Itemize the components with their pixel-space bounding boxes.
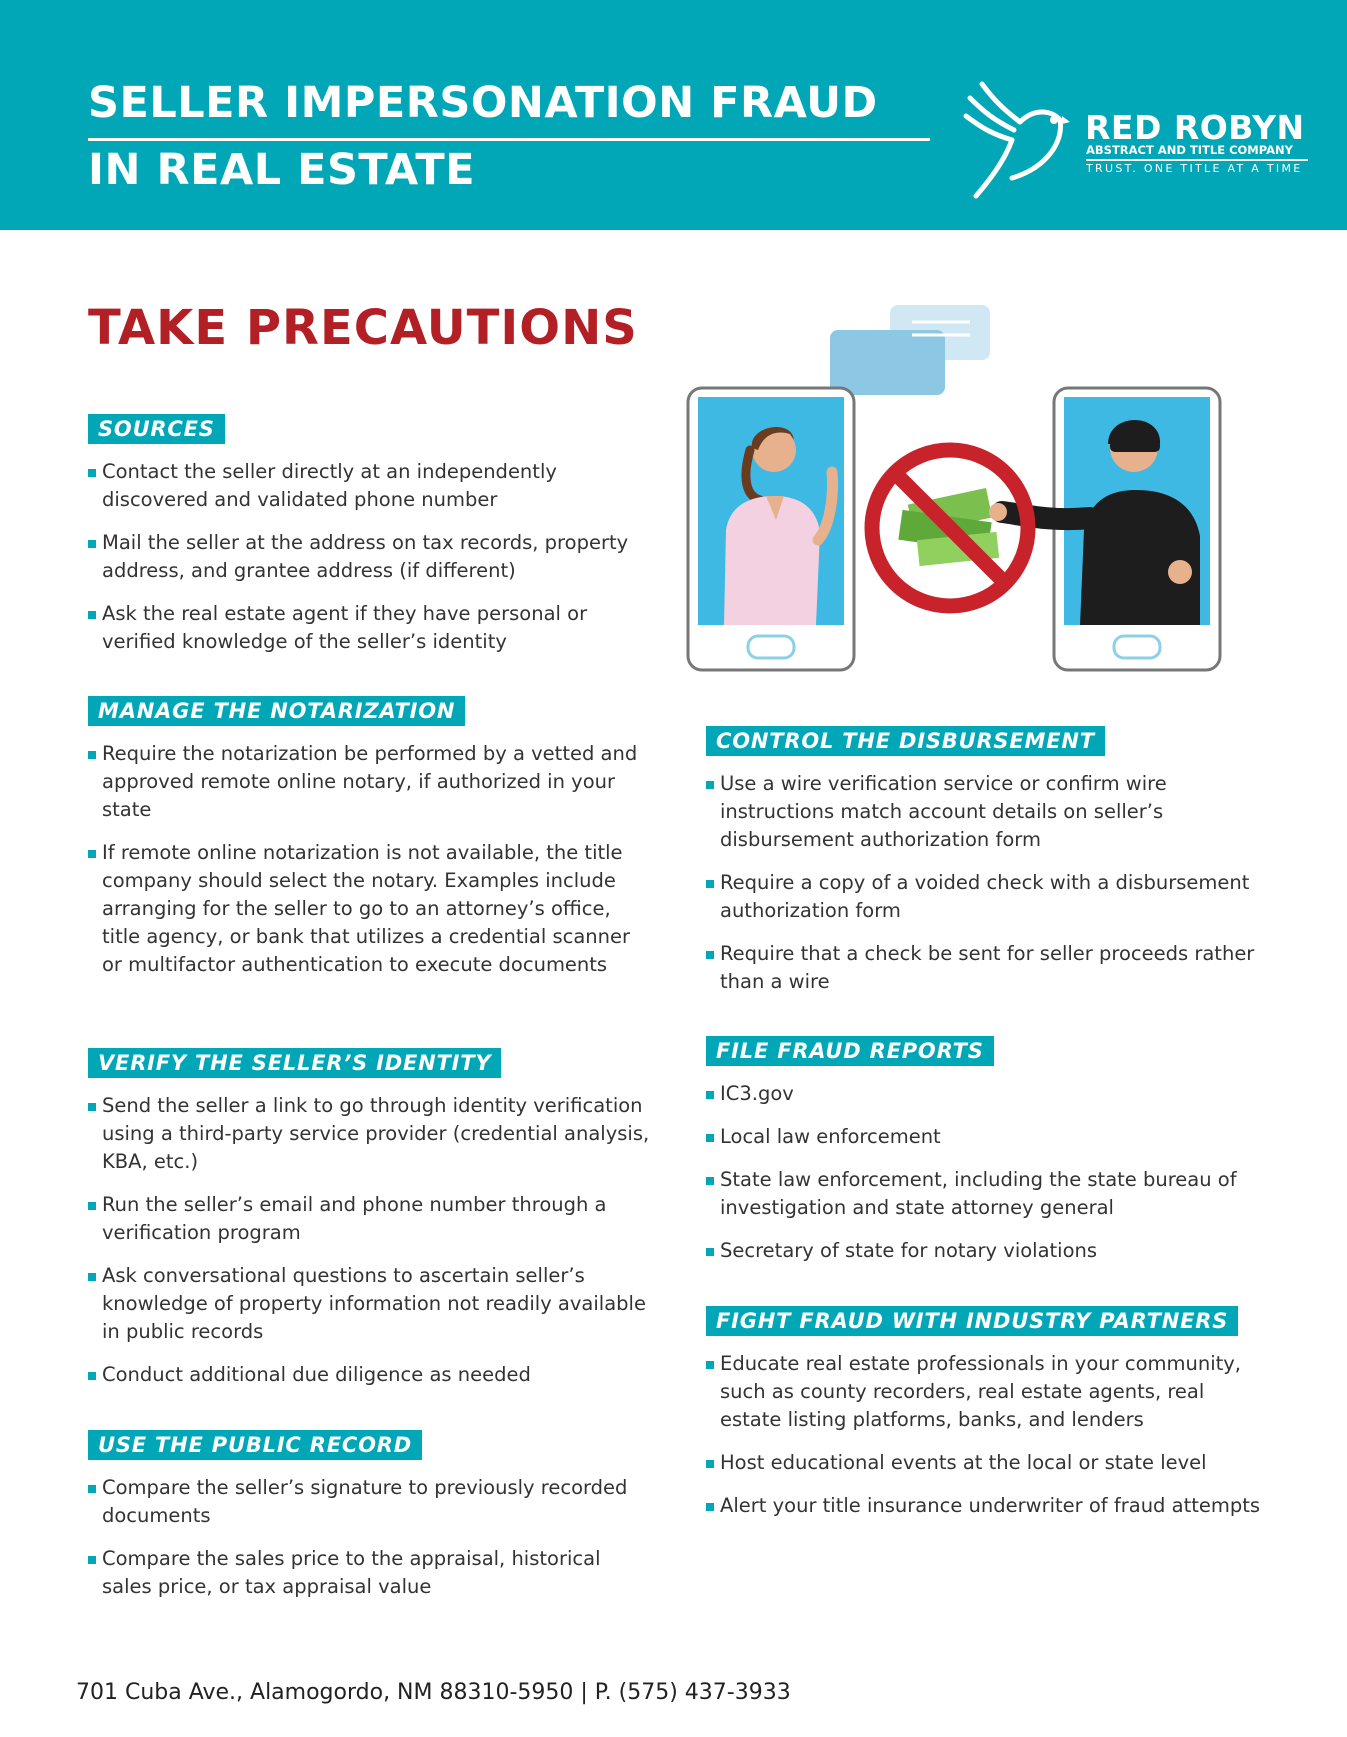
bullet-list: [88, 1474, 653, 1601]
section-title: VERIFY THE SELLER’S IDENTITY: [88, 1048, 501, 1078]
section-title: CONTROL THE DISBURSEMENT: [706, 726, 1105, 756]
bullet-list: [88, 1092, 653, 1389]
list-item: Require a copy of a voided check with a disbursement authorization form: [706, 869, 1266, 925]
list-item: Require that a check be sent for seller proceeds rather than a wire: [706, 940, 1266, 996]
bullet-list: [706, 770, 1266, 996]
list-item: Conduct additional due diligence as needed: [88, 1361, 653, 1389]
list-item: Compare the seller’s signature to previously recorded documents: [88, 1474, 653, 1530]
title-line-2: IN REAL ESTATE: [88, 145, 476, 195]
list-item: Secretary of state for notary violations: [706, 1237, 1266, 1265]
header-banner: [0, 0, 1347, 230]
bullet-list: [706, 1350, 1266, 1520]
list-item: Ask conversational questions to ascertain seller’s knowledge of property information not readily available in public records: [88, 1262, 653, 1346]
bullet-list: [88, 740, 653, 979]
list-item: Local law enforcement: [706, 1123, 1266, 1151]
list-item: Compare the sales price to the appraisal, historical sales price, or tax appraisal value: [88, 1545, 653, 1601]
list-item: Send the seller a link to go through identity verification using a third-party service provider (credential analysis, KBA, etc.): [88, 1092, 653, 1176]
title-divider: [88, 138, 930, 141]
section-public-record: [88, 1430, 653, 1616]
footer-contact: 701 Cuba Ave., Alamogordo, NM 88310-5950 | P. (575) 437-3933: [76, 1680, 791, 1705]
phone-fraud-illustration: [680, 300, 1240, 680]
list-item: IC3.gov: [706, 1080, 1266, 1108]
list-item: Ask the real estate agent if they have personal or verified knowledge of the seller’s identity: [88, 600, 648, 656]
logo-name: RED ROBYN: [1085, 108, 1305, 147]
section-title: FIGHT FRAUD WITH INDUSTRY PARTNERS: [706, 1306, 1238, 1336]
list-item: State law enforcement, including the state bureau of investigation and state attorney general: [706, 1166, 1266, 1222]
list-item: Run the seller’s email and phone number through a verification program: [88, 1191, 653, 1247]
list-item: Educate real estate professionals in your community, such as county recorders, real estate agents, real estate listing platforms, banks, and lenders: [706, 1350, 1266, 1434]
list-item: Host educational events at the local or state level: [706, 1449, 1266, 1477]
section-disbursement: [706, 726, 1266, 1011]
page-heading: TAKE PRECAUTIONS: [88, 300, 638, 356]
section-title: MANAGE THE NOTARIZATION: [88, 696, 465, 726]
section-title: SOURCES: [88, 414, 225, 444]
list-item: If remote online notarization is not available, the title company should select the notary. Examples include arranging for the seller to go to an attorney’s office, title agency, or bank that utilizes a credential scanner or multifactor authentication to execute documents: [88, 839, 653, 979]
robin-bird-icon: [962, 78, 1072, 202]
logo-divider: [1086, 159, 1308, 161]
list-item: Contact the seller directly at an independently discovered and validated phone number: [88, 458, 648, 514]
bullet-list: [88, 458, 648, 656]
section-title: USE THE PUBLIC RECORD: [88, 1430, 422, 1460]
bullet-list: [706, 1080, 1266, 1265]
list-item: Use a wire verification service or confirm wire instructions match account details on seller’s disbursement authorization form: [706, 770, 1266, 854]
section-notarization: [88, 696, 653, 994]
section-identity: [88, 1048, 653, 1404]
section-partners: [706, 1306, 1266, 1535]
logo-subtitle: ABSTRACT AND TITLE COMPANY: [1086, 143, 1293, 157]
list-item: Mail the seller at the address on tax records, property address, and grantee address (if different): [88, 529, 648, 585]
section-reports: [706, 1036, 1266, 1280]
list-item: Require the notarization be performed by a vetted and approved remote online notary, if authorized in your state: [88, 740, 653, 824]
list-item: Alert your title insurance underwriter of fraud attempts: [706, 1492, 1266, 1520]
section-sources: [88, 414, 648, 671]
logo-tagline: TRUST. ONE TITLE AT A TIME: [1086, 162, 1303, 175]
title-line-1: SELLER IMPERSONATION FRAUD: [88, 78, 878, 128]
section-title: FILE FRAUD REPORTS: [706, 1036, 994, 1066]
